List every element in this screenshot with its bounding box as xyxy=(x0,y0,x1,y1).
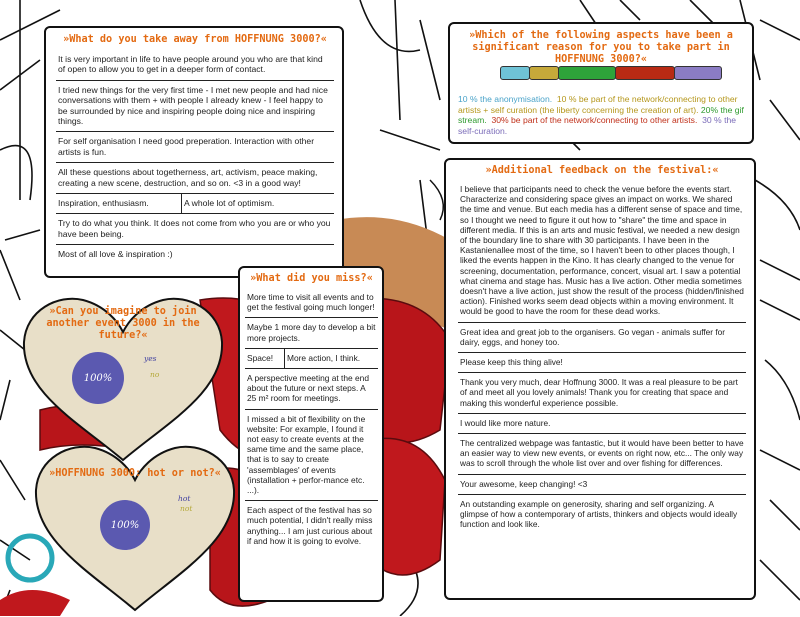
aspects-bar xyxy=(558,66,616,80)
aspects-legend-item: 30 % the self-curation. xyxy=(458,115,737,136)
missed-split-left: Space! xyxy=(245,349,285,368)
missed-box xyxy=(238,266,384,602)
missed-split-row xyxy=(245,349,378,369)
heart2-pie xyxy=(100,500,150,550)
feedback-answer: Thank you very much, dear Hoffnung 3000. It was a real pleasure to be part of and meet all you lovely animals! Thank you for creating that space and making this wonderful experience possible. xyxy=(458,373,746,414)
takeaway-title: »What do you take away from HOFFNUNG 3000?« xyxy=(63,34,327,45)
takeaway-split-right: A whole lot of optimism. xyxy=(184,198,275,209)
takeaway-split-row xyxy=(56,194,334,214)
heart2-percent: 100% xyxy=(110,519,140,531)
missed-answer: More time to visit all events and to get the festival going much longer! xyxy=(245,288,378,318)
aspects-legend xyxy=(458,94,748,136)
feedback-answer: Your awesome, keep changing! <3 xyxy=(458,475,746,495)
aspects-bar xyxy=(500,66,530,80)
feedback-answer: I believe that participants need to check the venue before the events start. Characterize and considering space gives an impact on works. We shared the time and venue. But each media has a different sense of space and time, so I thought we need to figure it out how to "share" the time and space in different media. If this is an arts and music festival, we needed a new design of the boundary line to share with 30 participants. I have been in the Kastanienallee most of the time, so I haven't been to other places though, I liked the events happen in the Kino. It has clearly changed to the venue for screening, documentation, performance, concert, visual art. I saw a potential what cinema and stage has. Music has a live action. Other media sometimes doesn't have a live action, just show the result of the process (hidden/finished action). Finished works seem dead objects within a moving environment. It would be good to have the room for these dead works. xyxy=(458,180,746,323)
missed-answer: A perspective meeting at the end about the future or next steps. A 25 m² room for meetings. xyxy=(245,369,378,410)
takeaway-split-left: Inspiration, enthusiasm. xyxy=(56,194,182,213)
aspects-legend-item: 10 % the anonymisation. xyxy=(458,94,553,104)
feedback-answer: The centralized webpage was fantastic, but it would have been better to have an easier way to view new events, or events on right now, etc... The only way was to scroll through the whole list over and over fishing for differences. xyxy=(458,434,746,475)
missed-title: »What did you miss?« xyxy=(250,273,373,284)
feedback-answer: I would like more nature. xyxy=(458,414,746,434)
feedback-box xyxy=(444,158,756,600)
heart1-no-label: no xyxy=(150,370,160,379)
missed-answer: I missed a bit of flexibility on the website: For example, I found it not easy to create events at the same time and the same place, that is to say to create 'assemblages' of events (installation + perfor-mance etc. ...). xyxy=(245,410,378,502)
heart-future-event xyxy=(18,292,228,462)
feedback-title: »Additional feedback on the festival:« xyxy=(485,165,719,176)
takeaway-answer: All these questions about togetherness, art, activism, peace making, creating a new scene, destruction, and so on. <3 in a good way! xyxy=(56,163,334,194)
aspects-legend-item: 30% be part of the network/connecting to other artists. xyxy=(491,115,698,126)
aspects-legend-item: 10 % be part of the network/connecting to other artists + self curation (the liberty concerning the creation of art). xyxy=(458,94,738,115)
aspects-title: »Which of the following aspects have been a significant reason for you to take part in HOFFNUNG 3000?« xyxy=(469,30,733,65)
heart1-percent: 100% xyxy=(83,372,113,384)
heart1-pie xyxy=(72,352,124,404)
heart2-not-label: not xyxy=(180,504,193,513)
takeaway-answer: It is very important in life to have people around you who are that kind of open to allow you to get in a deeper form of contact. xyxy=(56,50,334,81)
heart2-title: »HOFFNUNG 3000: hot or not?« xyxy=(49,468,221,479)
missed-answer: Each aspect of the festival has so much potential, I didn't really miss anything... I am just curious about if and how it is going to evolve. xyxy=(247,505,373,546)
feedback-answer: Great idea and great job to the organisers. Go vegan - animals suffer for dairy, eggs, and honey too. xyxy=(458,323,746,353)
takeaway-answer: Try to do what you think. It does not come from who you are or who you have been being. xyxy=(56,214,334,245)
aspects-bar xyxy=(674,66,722,80)
heart2-hot-label: hot xyxy=(178,494,191,503)
missed-split-right: More action, I think. xyxy=(287,352,361,363)
takeaway-answer: For self organisation I need good preperation. Interaction with other artists is fun. xyxy=(56,132,334,163)
aspects-bar-chart xyxy=(500,66,721,80)
takeaway-answer: I tried new things for the very first time - I met new people and had nice conversations with them + with people I already knew - I feel happy to be surrounded by nice and inspiring people doing nice and inspiring things. xyxy=(56,81,334,133)
feedback-answer: An outstanding example on generosity, sharing and self organizing. A glimpse of how a contemporary of artists, thinkers and objects would ideally function and look like. xyxy=(460,498,738,530)
takeaway-box xyxy=(44,26,344,278)
aspects-legend-item: 20% the gif stream. xyxy=(458,104,744,126)
aspects-bar xyxy=(615,66,675,80)
aspects-bar xyxy=(529,66,559,80)
heart1-title: »Can you imagine to join another event 3000 in the future?« xyxy=(46,306,200,341)
missed-answer: Maybe 1 more day to develop a bit more projects. xyxy=(245,318,378,348)
heart1-yes-label: yes xyxy=(144,354,157,363)
feedback-answer: Please keep this thing alive! xyxy=(458,353,746,373)
heart-hot-or-not xyxy=(30,440,240,612)
takeaway-answer: Most of all love & inspiration :) xyxy=(58,249,173,260)
